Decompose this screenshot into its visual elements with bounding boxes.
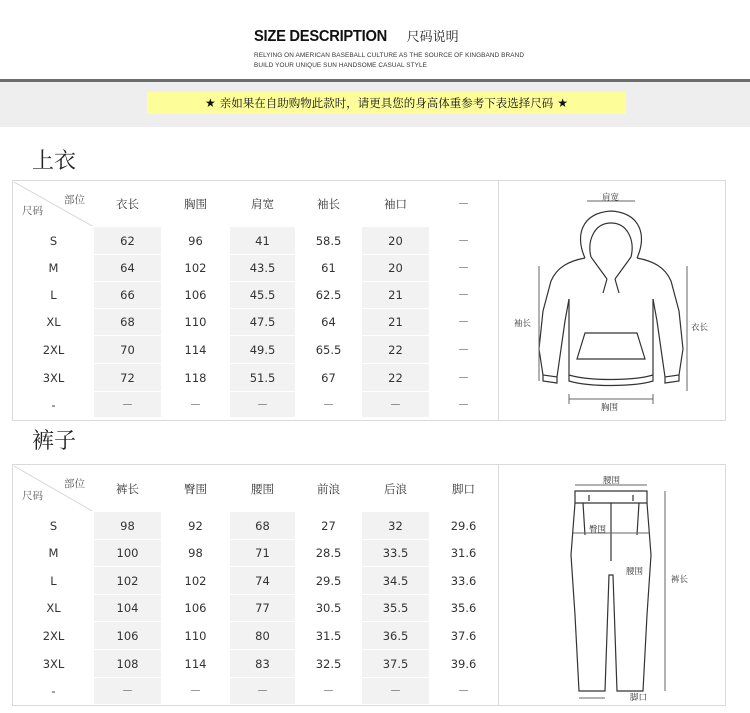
table-row: [14, 595, 498, 622]
value-cell: 102: [94, 567, 162, 595]
table-row: [14, 622, 498, 650]
value-cell: 43.5: [230, 255, 296, 282]
value-cell: 83: [230, 650, 296, 678]
table-corner: [14, 182, 94, 227]
corner-size-label: 尺码: [22, 490, 43, 502]
section-title-top: 上衣: [32, 149, 77, 174]
diagram-label-shoulder: 肩宽: [602, 193, 620, 203]
size-cell: 2XL: [14, 336, 94, 364]
value-cell: 49.5: [230, 336, 296, 364]
size-cell: 3XL: [14, 364, 94, 392]
diagram-label-waist: 腰围: [603, 476, 621, 486]
table-row: [14, 364, 498, 392]
value-cell: －: [94, 678, 162, 705]
value-cell: －: [430, 364, 498, 392]
value-cell: 61: [296, 255, 362, 282]
table-row: [14, 392, 498, 418]
value-cell: 21: [362, 282, 430, 309]
size-cell: 3XL: [14, 650, 94, 678]
diagram-label-length: 衣长: [691, 323, 709, 333]
table-row: [14, 512, 498, 540]
size-cell: L: [14, 282, 94, 309]
top-size-table: [13, 181, 498, 418]
diagram-label-waist-2: 腰围: [626, 567, 644, 577]
value-cell: 92: [162, 512, 230, 540]
star-icon: ★: [204, 96, 216, 110]
title-cn: 尺码说明: [406, 30, 459, 45]
column-header: 后浪: [362, 466, 430, 512]
value-cell: 45.5: [230, 282, 296, 309]
size-cell: XL: [14, 595, 94, 622]
value-cell: －: [362, 392, 430, 418]
column-header: 胸围: [162, 182, 230, 227]
column-header: 肩宽: [230, 182, 296, 227]
section-title-pants: 裤子: [32, 429, 77, 454]
value-cell: －: [230, 678, 296, 705]
notice-banner: [147, 92, 626, 114]
star-icon: ★: [557, 96, 569, 110]
value-cell: 35.5: [362, 595, 430, 622]
value-cell: 22: [362, 336, 430, 364]
value-cell: 64: [94, 255, 162, 282]
diagram-label-sleeve: 袖长: [514, 319, 532, 329]
value-cell: 114: [162, 650, 230, 678]
diagram-label-length: 裤长: [671, 575, 689, 585]
value-cell: 31.5: [296, 622, 362, 650]
column-header: 前浪: [296, 466, 362, 512]
table-row: [14, 567, 498, 595]
size-cell: L: [14, 567, 94, 595]
corner-part-label: 部位: [64, 478, 85, 490]
value-cell: 20: [362, 255, 430, 282]
value-cell: 32: [362, 512, 430, 540]
subtitle-line-1: RELYING ON AMERICAN BASEBALL CULTURE AS THE SOURCE OF KINGBAND BRAND: [254, 52, 525, 59]
table-corner: [14, 466, 94, 512]
size-cell: S: [14, 227, 94, 255]
value-cell: 21: [362, 309, 430, 336]
pants-size-table: [13, 465, 498, 705]
size-cell: M: [14, 255, 94, 282]
value-cell: 68: [94, 309, 162, 336]
value-cell: 106: [162, 282, 230, 309]
value-cell: －: [162, 678, 230, 705]
size-cell: 2XL: [14, 622, 94, 650]
value-cell: 33.5: [362, 540, 430, 567]
value-cell: 32.5: [296, 650, 362, 678]
table-row: [14, 255, 498, 282]
value-cell: －: [430, 227, 498, 255]
value-cell: 37.5: [362, 650, 430, 678]
value-cell: 31.6: [430, 540, 498, 567]
value-cell: 41: [230, 227, 296, 255]
value-cell: －: [430, 678, 498, 705]
value-cell: 65.5: [296, 336, 362, 364]
value-cell: 110: [162, 309, 230, 336]
value-cell: 71: [230, 540, 296, 567]
value-cell: 77: [230, 595, 296, 622]
corner-part-label: 部位: [64, 194, 85, 206]
table-row: [14, 227, 498, 255]
value-cell: －: [94, 392, 162, 418]
value-cell: 102: [162, 567, 230, 595]
value-cell: 102: [162, 255, 230, 282]
value-cell: 98: [94, 512, 162, 540]
size-cell: XL: [14, 309, 94, 336]
value-cell: 39.6: [430, 650, 498, 678]
value-cell: 72: [94, 364, 162, 392]
table-row: [14, 309, 498, 336]
column-header: 裤长: [94, 466, 162, 512]
value-cell: 98: [162, 540, 230, 567]
value-cell: －: [162, 392, 230, 418]
page-header: [254, 26, 459, 46]
diagram-label-hem: 脚口: [630, 693, 648, 703]
value-cell: 80: [230, 622, 296, 650]
value-cell: 74: [230, 567, 296, 595]
column-header: 腰围: [230, 466, 296, 512]
corner-size-label: 尺码: [22, 205, 43, 217]
column-header: 脚口: [430, 466, 498, 512]
value-cell: －: [230, 392, 296, 418]
value-cell: 37.6: [430, 622, 498, 650]
table-row: [14, 336, 498, 364]
value-cell: 20: [362, 227, 430, 255]
title-en: SIZE DESCRIPTION: [254, 28, 387, 45]
table-row: [14, 540, 498, 567]
value-cell: －: [296, 392, 362, 418]
value-cell: 36.5: [362, 622, 430, 650]
size-cell: M: [14, 540, 94, 567]
column-header: 衣长: [94, 182, 162, 227]
value-cell: 29.6: [430, 512, 498, 540]
pants-diagram-frame: [498, 464, 726, 706]
value-cell: 28.5: [296, 540, 362, 567]
value-cell: 30.5: [296, 595, 362, 622]
size-cell: -: [14, 678, 94, 705]
value-cell: 62: [94, 227, 162, 255]
hoodie-diagram: [499, 181, 725, 420]
value-cell: －: [430, 336, 498, 364]
value-cell: －: [296, 678, 362, 705]
value-cell: 106: [94, 622, 162, 650]
value-cell: 51.5: [230, 364, 296, 392]
value-cell: 68: [230, 512, 296, 540]
value-cell: －: [430, 392, 498, 418]
value-cell: 106: [162, 595, 230, 622]
value-cell: 118: [162, 364, 230, 392]
subtitle-line-2: BUILD YOUR UNIQUE SUN HANDSOME CASUAL STYLE: [254, 62, 427, 69]
column-header: 袖口: [362, 182, 430, 227]
diagram-label-hip: 臀围: [589, 525, 607, 535]
value-cell: 29.5: [296, 567, 362, 595]
value-cell: 114: [162, 336, 230, 364]
value-cell: 66: [94, 282, 162, 309]
value-cell: 64: [296, 309, 362, 336]
column-header: 袖长: [296, 182, 362, 227]
value-cell: 34.5: [362, 567, 430, 595]
size-cell: -: [14, 392, 94, 418]
value-cell: 22: [362, 364, 430, 392]
value-cell: 62.5: [296, 282, 362, 309]
column-header: －: [430, 182, 498, 227]
value-cell: 110: [162, 622, 230, 650]
notice-text: 亲如果在自助购物此款时，请更具您的身高体重参考下表选择尺码: [219, 96, 554, 110]
value-cell: 33.6: [430, 567, 498, 595]
hoodie-diagram-frame: [498, 180, 726, 421]
value-cell: －: [430, 255, 498, 282]
value-cell: 27: [296, 512, 362, 540]
value-cell: －: [430, 282, 498, 309]
size-cell: S: [14, 512, 94, 540]
pants-diagram: [499, 465, 725, 705]
value-cell: 108: [94, 650, 162, 678]
table-row: [14, 650, 498, 678]
value-cell: 100: [94, 540, 162, 567]
value-cell: －: [362, 678, 430, 705]
value-cell: 35.6: [430, 595, 498, 622]
value-cell: 70: [94, 336, 162, 364]
table-row: [14, 282, 498, 309]
value-cell: 96: [162, 227, 230, 255]
column-header: 臀围: [162, 466, 230, 512]
value-cell: 58.5: [296, 227, 362, 255]
value-cell: 47.5: [230, 309, 296, 336]
value-cell: 104: [94, 595, 162, 622]
table-row: [14, 678, 498, 705]
value-cell: －: [430, 309, 498, 336]
value-cell: 67: [296, 364, 362, 392]
diagram-label-chest: 胸围: [601, 403, 619, 413]
